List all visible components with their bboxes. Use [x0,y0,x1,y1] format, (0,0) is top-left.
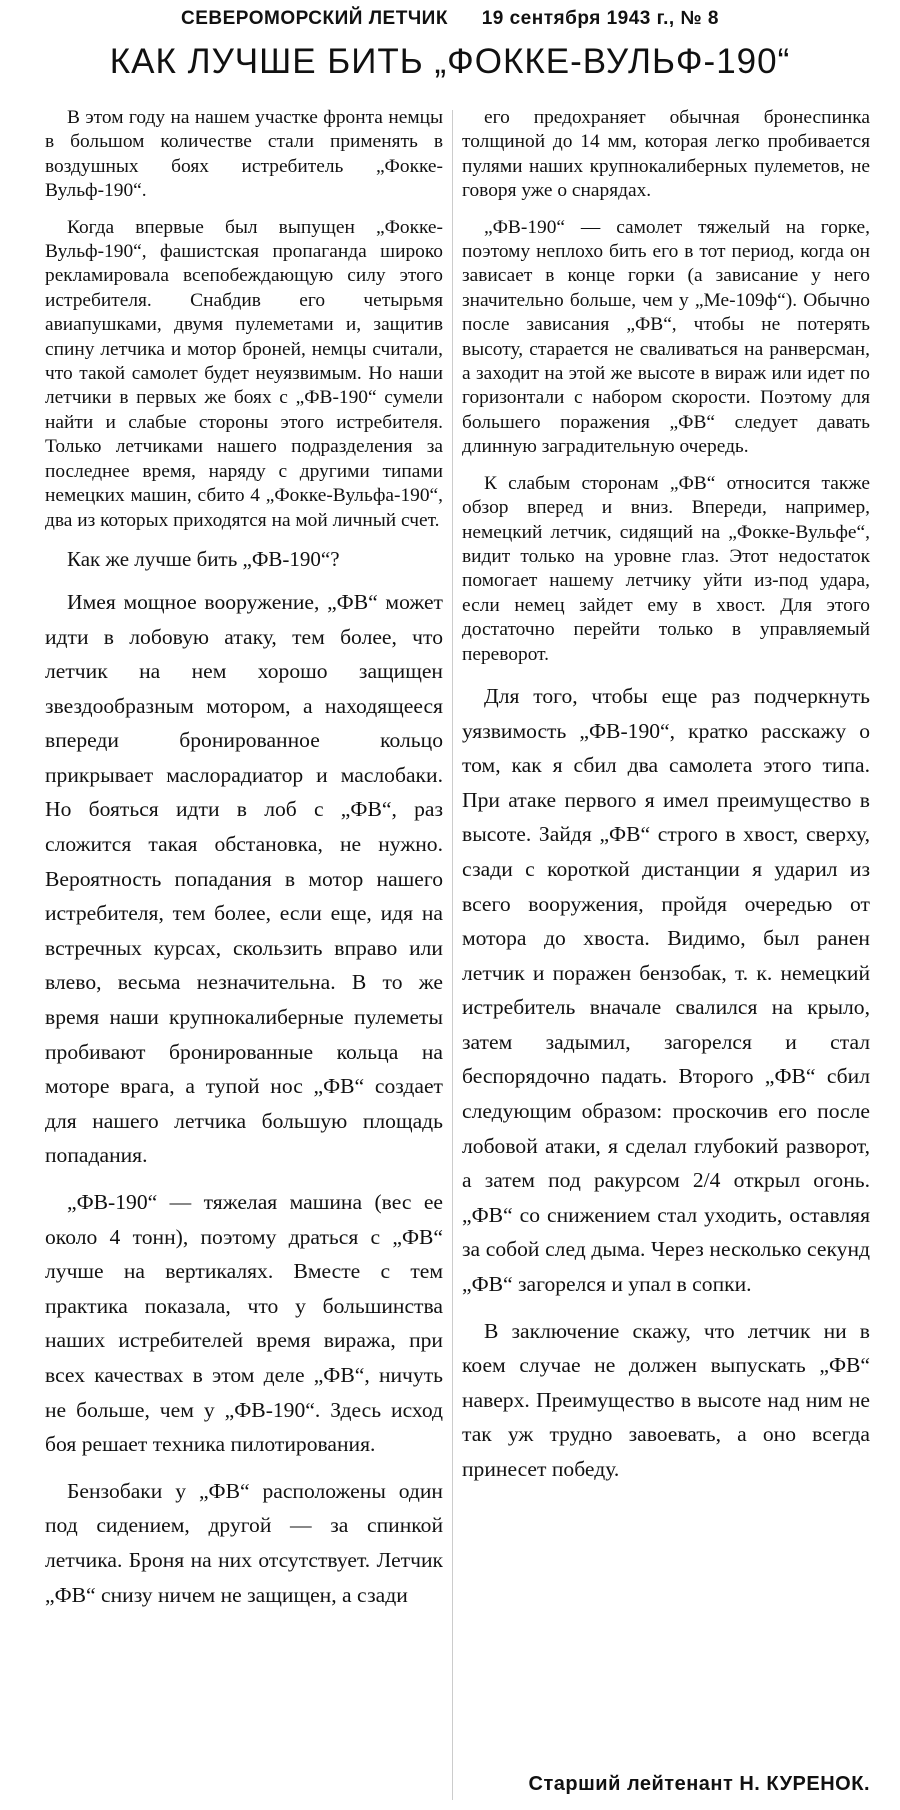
paragraph: „ФВ-190“ — самолет тяжелый на горке, поэтому неплохо бить его в тот период, когда он зависает в конце горки (а зависание у него значительно больше, чем у „Ме-109ф“). Обычно после зависания „ФВ“, чтобы не потерять высоту, старается не сваливаться на ранверсман, а заходит на этой же высоте в вираж или идет по горизонтали с набором скорости. Поэтому для большего поражения „ФВ“ следует давать длинную заградительную очередь. [462,216,870,458]
left-column [45,106,443,1624]
question-line: Как же лучше бить „ФВ-190“? [67,546,340,571]
column-divider [452,110,453,1800]
paragraph: Когда впервые был выпущен „Фокке-Вульф-190“, фашистская пропаганда широко рекламировала всепобеждающую силу этого истребителя. Снабдив его четырьмя авиапушками, двумя пулеметами и, защитив спину летчика и мотор броней, немцы считали, что такой самолет будет неуязвимым. Но наши летчики в первых же боях с „ФВ-190“ сумели найти и слабые стороны этого истребителя. Только летчиками нашего подразделения за последнее время, наряду с другими типами немецких машин, сбито 4 „Фокке-Вульфа-190“, два из которых приходятся на мой личный счет. [45,216,443,531]
paragraph: В этом году на нашем участке фронта немцы в большом количестве стали применять в воздушных боях истребитель „Фокке-Вульф-190“. [45,107,443,202]
paragraph: Бензобаки у „ФВ“ расположены один под сидением, другой — за спинкой летчика. Броня на них отсутствует. Летчик „ФВ“ снизу ничем не защищен, а сзади [45,1478,443,1607]
article-headline: КАК ЛУЧШЕ БИТЬ „ФОККЕ-ВУЛЬФ-190“ [109,42,791,81]
left-large-block [45,585,443,1612]
paragraph: Имея мощное вооружение, „ФВ“ может идти в лобовую атаку, тем более, что летчик на нем хорошо защищен звездообразным мотором, а находящееся впереди бронированное кольцо прикрывает маслорадиатор и маслобаки. Но бояться идти в лоб с „ФВ“, раз сложится такая обстановка, не нужно. Вероятность попадания в мотор нашего истребителя, тем более, если еще, идя на встречных курсах, скользить вправо или влево, весьма незначительна. В то же время наши крупнокалиберные пулеметы пробивают бронированные кольца на моторе врага, а тупой нос „ФВ“ создает для нашего летчика большую площадь попадания. [45,589,443,1168]
masthead [0,8,900,30]
paragraph: его предохраняет обычная бронеспинка толщиной до 14 мм, которая легко пробивается пулями наших крупнокалиберных пулеметов, не говоря уже о снарядах. [462,107,870,202]
right-large-block [462,679,870,1487]
paragraph: „ФВ-190“ — тяжелая машина (вес ее около 4 тонн), поэтому драться с „ФВ“ лучше на вертикалях. Вместе с тем практика показала, что у большинства наших истребителей время виража, при всех качествах в этом деле „ФВ“, ничуть не больше, чем у „ФВ-190“. Здесь исход боя решает техника пилотирования. [45,1190,443,1457]
right-column [462,106,870,1499]
paragraph: Для того, чтобы еще раз подчеркнуть уязвимость „ФВ-190“, кратко расскажу о том, как я сбил два самолета этого типа. При атаке первого я имел преимущество в высоте. Зайдя „ФВ“ строго в хвост, сверху, сзади с короткой дистанции я ударил из всего вооружения, пройдя очередью от мотора до хвоста. Видимо, был ранен летчик и поражен бензобак, т. к. немецкий истребитель вначале свалился на крыло, затем задымил, загорелся и стал беспорядочно падать. Второго „ФВ“ сбил следующим образом: проскочив его после лобовой атаки, я сделал глубокий разворот, а затем под ракурсом 2/4 открыл огонь. „ФВ“ со снижением стал уходить, оставляя за собой след дыма. Через несколько секунд „ФВ“ загорелся и упал в сопки. [462,683,870,1297]
author-signature: Старший лейтенант Н. КУРЕНОК. [528,1773,870,1795]
paper-name: СЕВЕРОМОРСКИЙ ЛЕТЧИК [181,8,448,29]
issue-date: 19 сентября 1943 г., № 8 [481,8,719,29]
paragraph: К слабым сторонам „ФВ“ относится также обзор вперед и вниз. Впереди, например, немецкий летчик, сидящий на „Фокке-Вульфе“, видит только на уровне глаз. Этот недостаток помогает нашему летчику уйти из-под удара, если немец зайдет ему в хвост. Для этого достаточно перейти только в управляемый переворот. [462,472,870,665]
left-small-block [45,106,443,533]
paragraph: В заключение скажу, что летчик ни в коем случае не должен выпускать „ФВ“ наверх. Преимущество в высоте над ним не так уж трудно завоевать, а оно всегда принесет победу. [462,1318,870,1481]
right-small-block [462,106,870,667]
